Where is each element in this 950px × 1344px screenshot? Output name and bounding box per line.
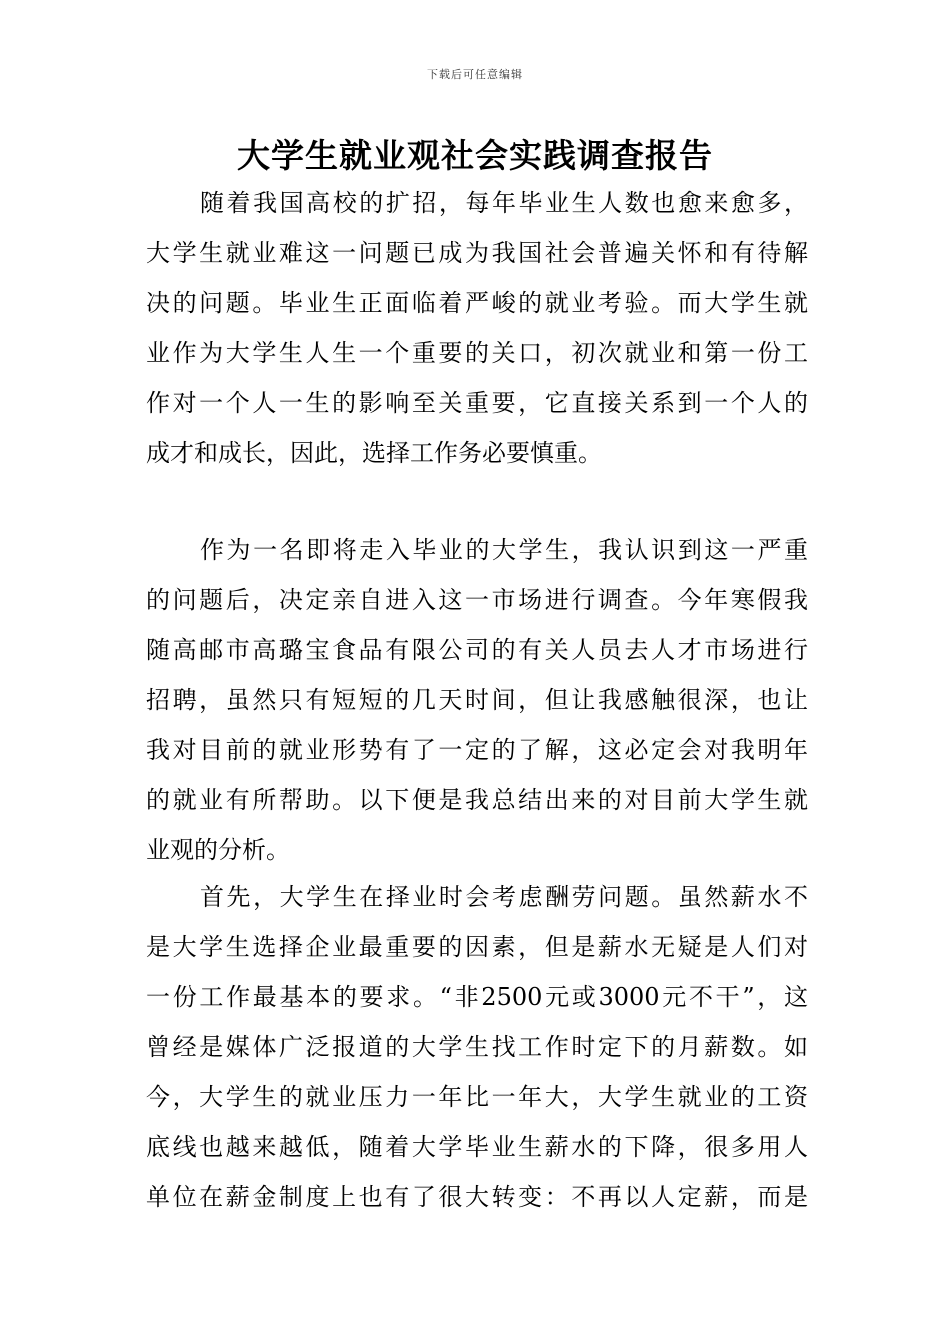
paragraph-line: 随高邮市高璐宝食品有限公司的有关人员去人才市场进行 (146, 636, 808, 664)
paragraph-line: 决的问题。毕业生正面临着严峻的就业考验。而大学生就 (146, 289, 808, 317)
paragraph-line: 大学生就业难这一问题已成为我国社会普遍关怀和有待解 (146, 239, 808, 267)
paragraph-line: 成才和成长，因此，选择工作务必要慎重。 (146, 439, 602, 467)
document-title: 大学生就业观社会实践调查报告 (237, 136, 713, 175)
paragraph-line: 招聘，虽然只有短短的几天时间，但让我感触很深，也让 (146, 686, 808, 714)
paragraph-line: 是大学生选择企业最重要的因素，但是薪水无疑是人们对 (146, 933, 808, 961)
paragraph-3 (146, 872, 808, 1222)
paragraph-line: 今，大学生的就业压力一年比一年大，大学生就业的工资 (146, 1083, 808, 1111)
paragraph-line: 作为一名即将走入毕业的大学生，我认识到这一严重 (200, 536, 808, 564)
paragraph-1 (146, 178, 808, 478)
header-note: 下载后可任意编辑 (427, 68, 523, 81)
paragraph-line: 的问题后，决定亲自进入这一市场进行调查。今年寒假我 (146, 586, 808, 614)
paragraph-line: 曾经是媒体广泛报道的大学生找工作时定下的月薪数。如 (146, 1033, 808, 1061)
paragraph-line: 首先，大学生在择业时会考虑酬劳问题。虽然薪水不 (200, 883, 808, 911)
paragraph-line: 业观的分析。 (146, 836, 290, 864)
paragraph-line: 底线也越来越低，随着大学毕业生薪水的下降，很多用人 (146, 1133, 808, 1161)
paragraph-line: 我对目前的就业形势有了一定的了解，这必定会对我明年 (146, 736, 808, 764)
paragraph-2 (146, 525, 808, 875)
paragraph-line: 作对一个人一生的影响至关重要，它直接关系到一个人的 (146, 389, 808, 417)
paragraph-line: 一份工作最基本的要求。“非2500元或3000元不干”，这 (146, 983, 808, 1011)
paragraph-line: 的就业有所帮助。以下便是我总结出来的对目前大学生就 (146, 786, 808, 814)
paragraph-line: 单位在薪金制度上也有了很大转变：不再以人定薪，而是 (146, 1183, 808, 1211)
paragraph-line: 随着我国高校的扩招，每年毕业生人数也愈来愈多， (200, 189, 808, 217)
paragraph-line: 业作为大学生人生一个重要的关口，初次就业和第一份工 (146, 339, 808, 367)
